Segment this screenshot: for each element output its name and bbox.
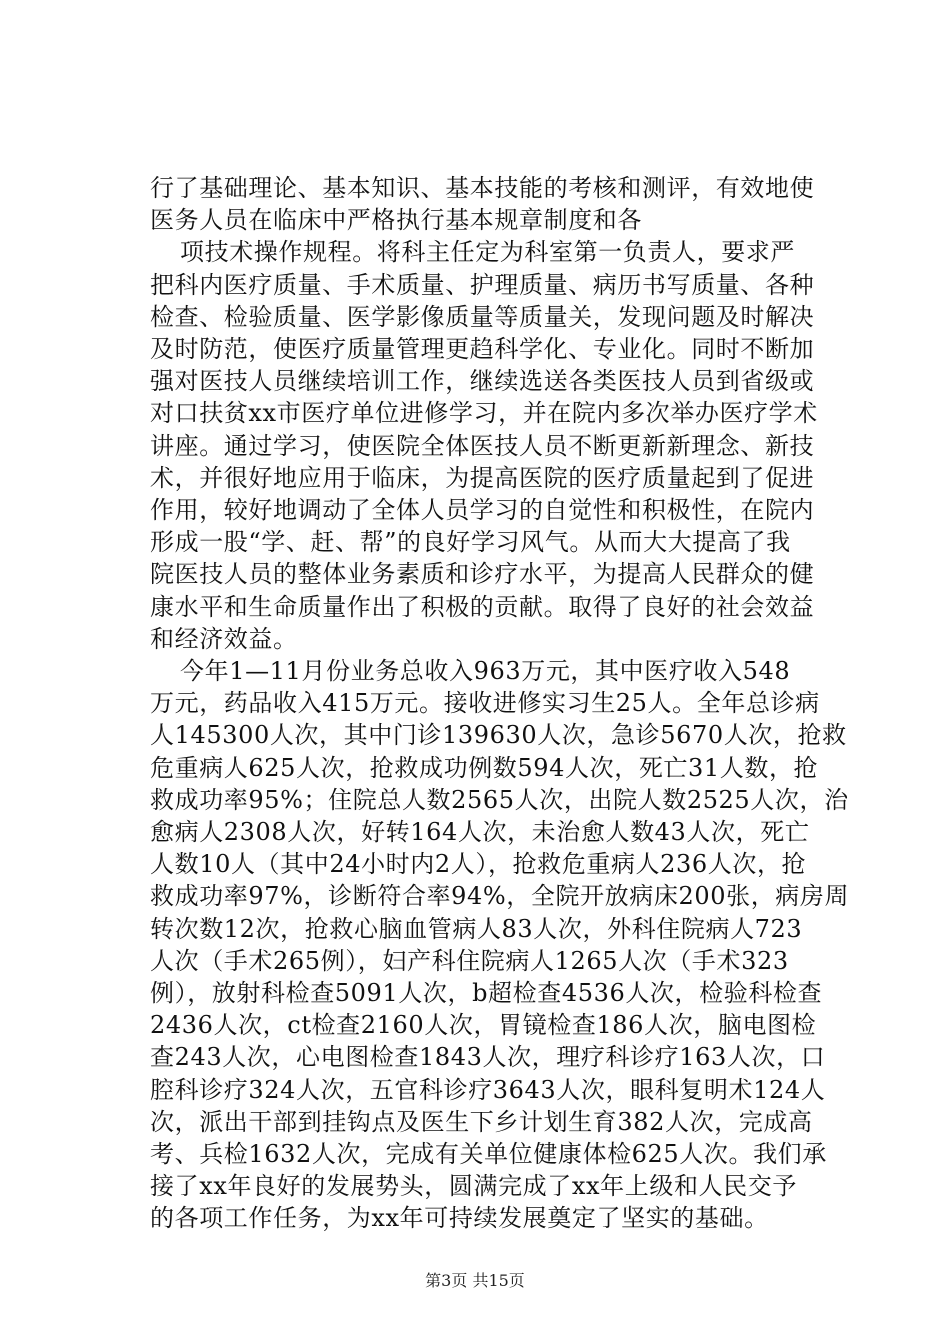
text-line: 转次数12次，抢救心脑血管病人83人次，外科住院病人723: [150, 914, 803, 943]
text-line: 项技术操作规程。将科主任定为科室第一负责人，要求严: [180, 238, 795, 267]
text-line: 愈病人2308人次，好转164人次，未治愈人数43人次，死亡: [150, 818, 810, 846]
text-line: 对口扶贫xx市医疗单位进修学习，并在院内多次举办医疗学术: [150, 399, 818, 428]
text-line: 救成功率95%；住院总人数2565人次，出院人数2525人次，治: [150, 785, 849, 814]
text-line: 检查、检验质量、医学影像质量等质量关，发现问题及时解决: [150, 302, 815, 331]
text-line: 次，派出干部到挂钩点及医生下乡计划生育382人次，完成高: [150, 1107, 813, 1136]
text-line: 救成功率97%，诊断符合率94%，全院开放病床200张，病房周: [150, 882, 850, 911]
text-line: 形成一股“学、赶、帮”的良好学习风气。从而大大提高了我: [150, 528, 791, 557]
text-line: 腔科诊疗324人次，五官科诊疗3643人次，眼科复明术124人: [150, 1075, 826, 1104]
text-line: 的各项工作任务，为xx年可持续发展奠定了坚实的基础。: [150, 1204, 769, 1233]
text-line: 危重病人625人次，抢救成功例数594人次，死亡31人数，抢: [150, 753, 819, 782]
text-line: 及时防范，使医疗质量管理更趋科学化、专业化。同时不断加: [150, 335, 815, 363]
text-line: 院医技人员的整体业务素质和诊疗水平，为提高人民群众的健: [150, 560, 815, 589]
text-line: 行了基础理论、基本知识、基本技能的考核和测评，有效地使: [150, 174, 815, 202]
text-line: 考、兵检1632人次，完成有关单位健康体检625人次。我们承: [150, 1140, 827, 1168]
text-line: 和经济效益。: [150, 624, 298, 653]
text-line: 把科内医疗质量、手术质量、护理质量、病历书写质量、各种: [150, 270, 815, 299]
text-line: 查243人次，心电图检查1843人次，理疗科诊疗163人次，口: [150, 1043, 826, 1072]
text-line: 今年1—11月份业务总收入963万元，其中医疗收入548: [180, 657, 791, 685]
text-line: 人145300人次，其中门诊139630人次，急诊5670人次，抢救: [150, 721, 847, 750]
text-line: 人次（手术265例），妇产科住院病人1265人次（手术323: [150, 946, 789, 975]
text-line: 例），放射科检查5091人次，b超检查4536人次，检验科检查: [150, 979, 823, 1007]
text-line: 康水平和生命质量作出了积极的贡献。取得了良好的社会效益: [150, 592, 815, 621]
page-footer: 第3页 共15页: [425, 1271, 525, 1290]
text-line: 人数10人（其中24小时内2人），抢救危重病人236人次，抢: [150, 850, 807, 879]
text-line: 术，并很好地应用于临床，为提高医院的医疗质量起到了促进: [150, 463, 815, 492]
text-line: 强对医技人员继续培训工作，继续选送各类医技人员到省级或: [150, 367, 815, 396]
text-line: 讲座。通过学习，使医院全体医技人员不断更新新理念、新技: [150, 431, 815, 460]
text-line: 医务人员在临床中严格执行基本规章制度和各: [150, 206, 642, 235]
text-line: 2436人次，ct检查2160人次，胃镜检查186人次，脑电图检: [150, 1011, 817, 1040]
text-line: 接了xx年良好的发展势头，圆满完成了xx年上级和人民交予: [150, 1172, 797, 1201]
text-line: 万元，药品收入415万元。接收进修实习生25人。全年总诊病: [150, 689, 820, 718]
text-line: 作用，较好地调动了全体人员学习的自觉性和积极性，在院内: [150, 496, 815, 524]
